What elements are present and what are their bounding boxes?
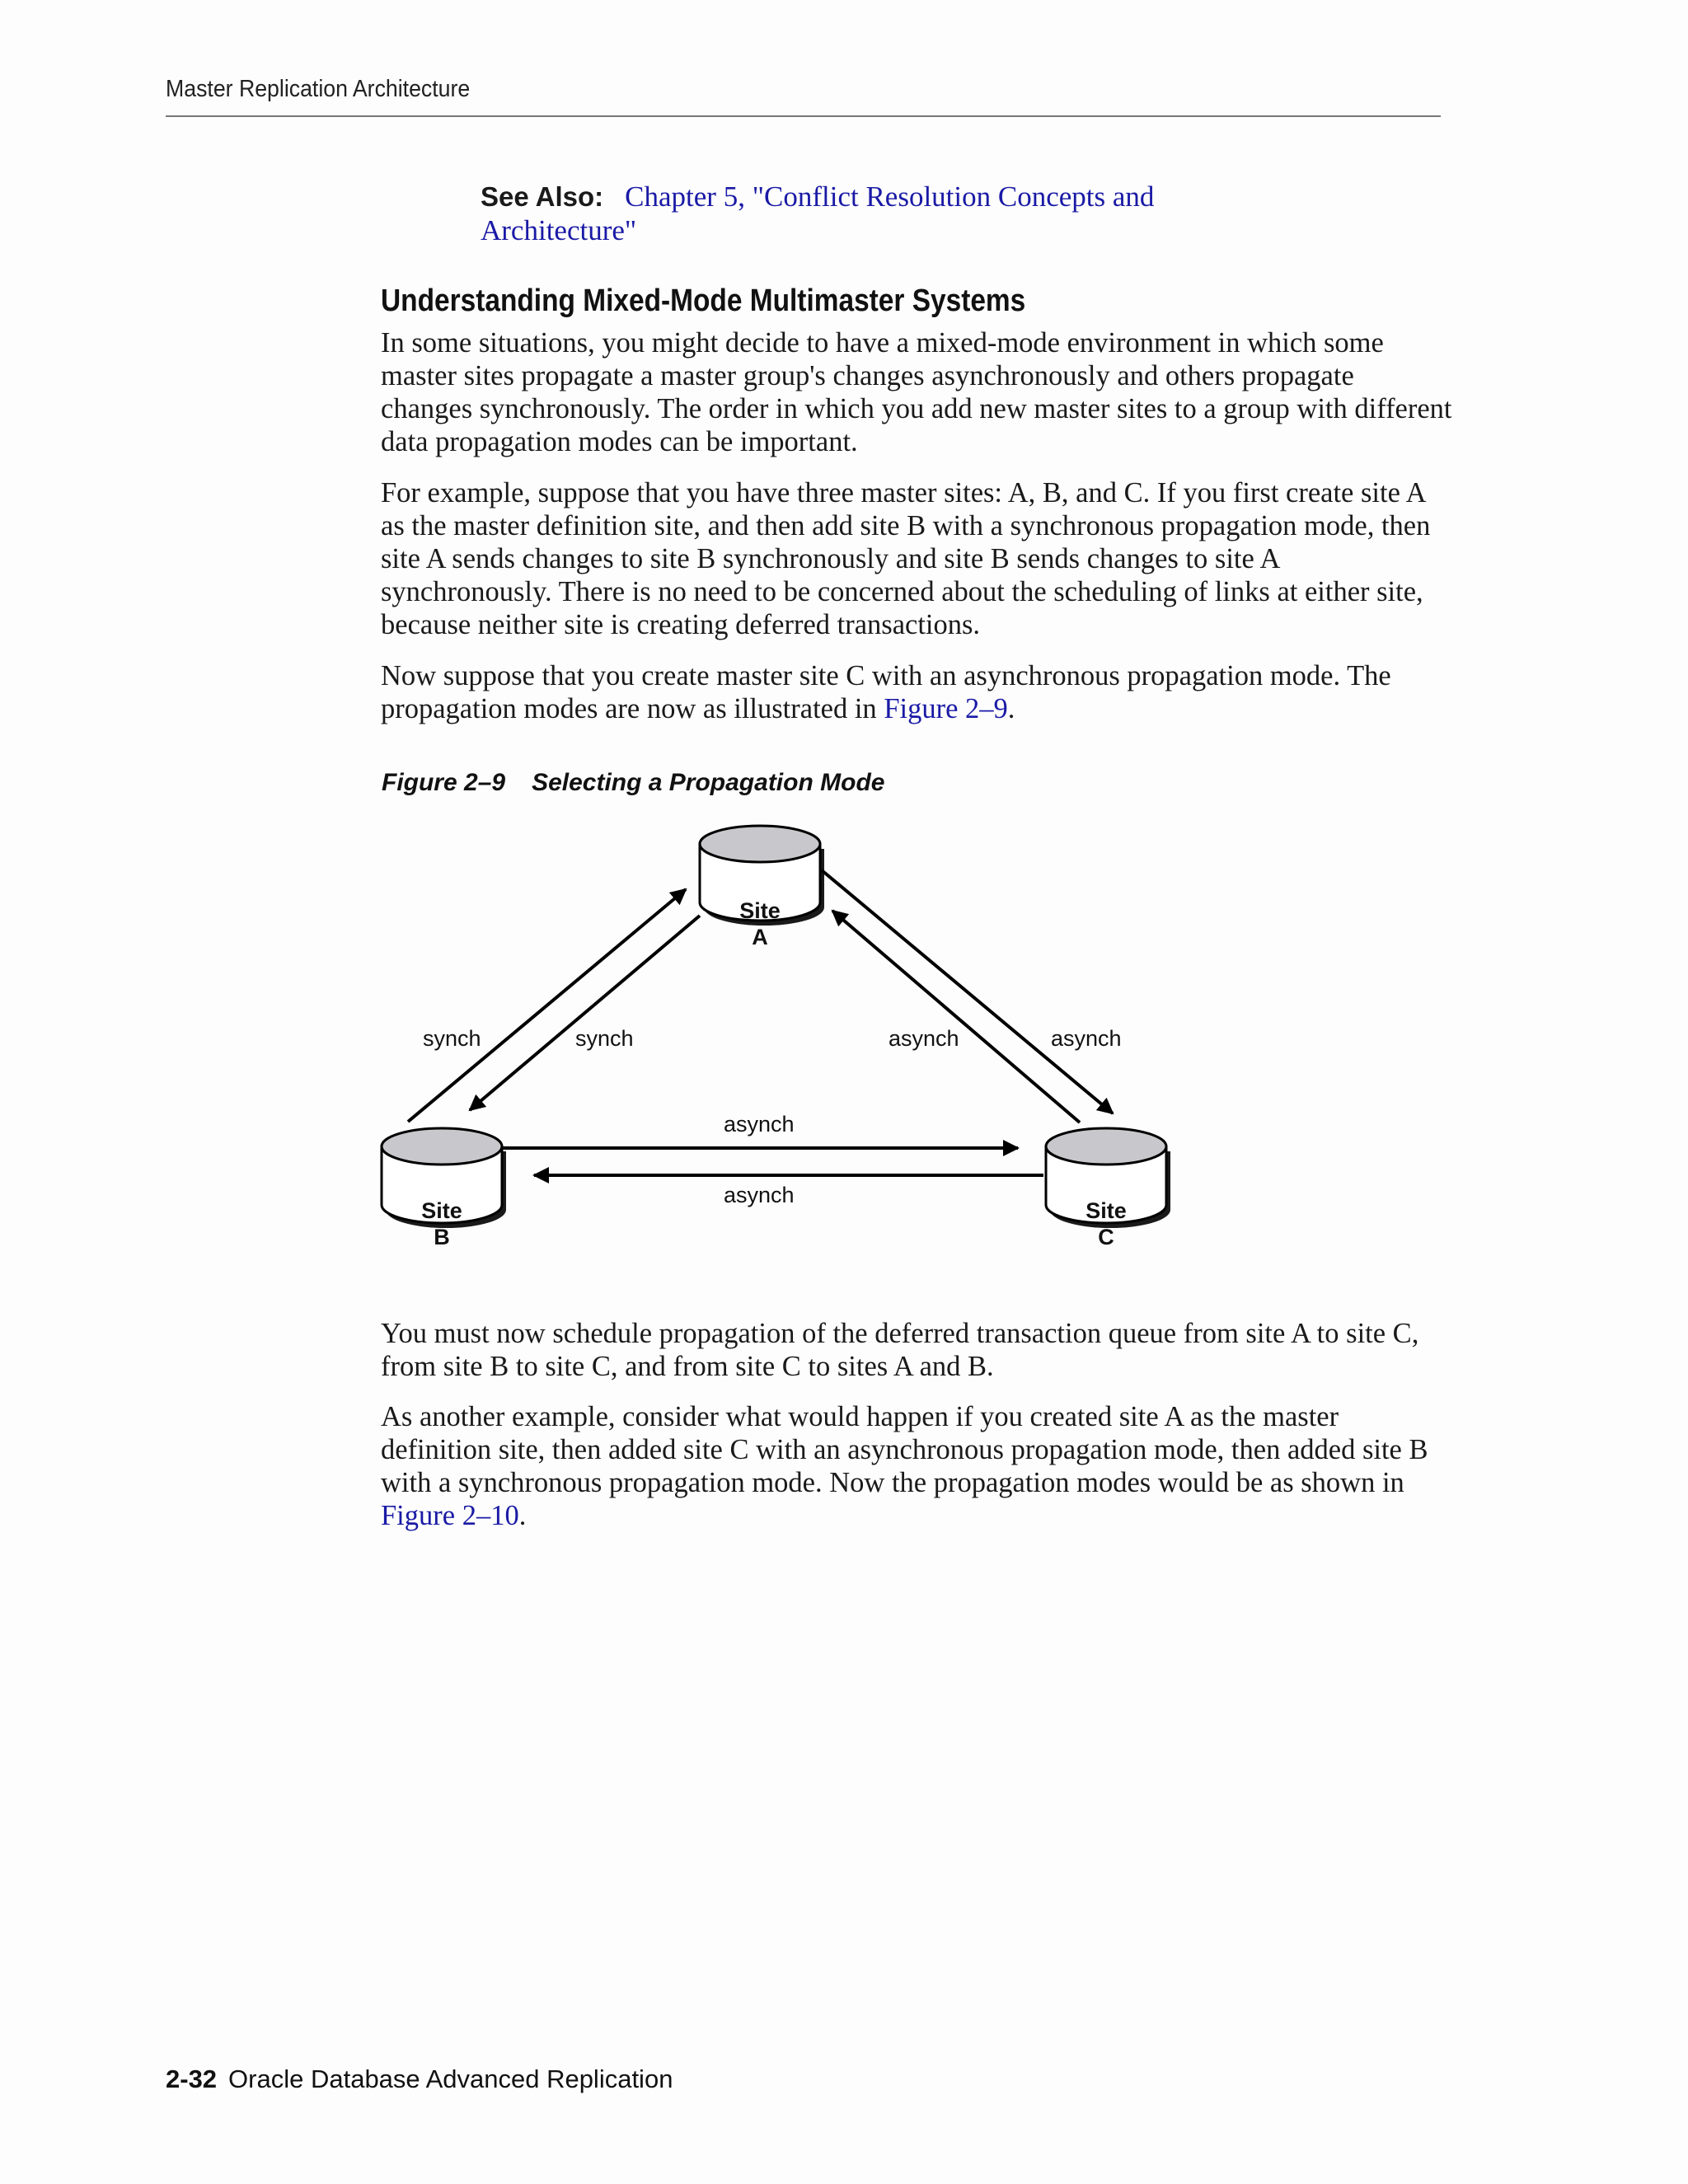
- site-c-label-line1: Site: [1085, 1198, 1127, 1223]
- page-footer: [166, 2064, 673, 2094]
- paragraph-site-c-end: .: [1007, 693, 1015, 724]
- site-c-label: [1065, 1197, 1147, 1250]
- site-b-label: [401, 1197, 483, 1250]
- site-a-label-line2: A: [752, 925, 768, 949]
- header-rule: [166, 115, 1441, 117]
- paragraph-example-1: For example, suppose that you have three master sites: A, B, and C. If you first create site A as the master definition site, and then add site B with a synchronous propagation mode, then site A sends changes to site B synchronously and site B sends changes to site A synchronously. There is no need to be concerned about the scheduling of links at either site, because neither site is creating deferred transactions.: [381, 477, 1431, 640]
- site-a-label: [719, 898, 801, 950]
- see-also-label: See Also:: [481, 181, 604, 212]
- figure-title: Selecting a Propagation Mode: [532, 769, 885, 796]
- arrow-a-to-c: [822, 870, 1113, 1113]
- arrow-c-to-a: [832, 911, 1080, 1122]
- label-asynch-a-c-inner: asynch: [889, 1026, 959, 1051]
- paragraph-another-example-text: As another example, consider what would happen if you created site A as the master definition site, then added site C with an asynchronous propagation mode, then added site B with a synchronous propagation mode. Now the propagation modes would be as shown in: [381, 1401, 1428, 1498]
- running-header: Master Replication Architecture: [166, 76, 471, 102]
- section-heading: Understanding Mixed-Mode Multimaster Systems: [381, 284, 1026, 318]
- book-title: Oracle Database Advanced Replication: [228, 2064, 673, 2093]
- figure-caption: [382, 769, 884, 797]
- paragraph-site-c: [381, 659, 1452, 725]
- arrow-a-to-b: [470, 916, 700, 1110]
- label-synch-inner: synch: [575, 1026, 634, 1051]
- figure-2-9-link[interactable]: Figure 2–9: [884, 693, 1008, 724]
- page-number: 2-32: [166, 2064, 218, 2093]
- arrow-b-to-a: [408, 889, 686, 1122]
- paragraph-another-example: [381, 1400, 1452, 1532]
- see-also-note: [481, 180, 1222, 247]
- propagation-diagram: [363, 812, 1187, 1306]
- paragraph-schedule: You must now schedule propagation of the deferred transaction queue from site A to site C, from site B to site C, and from site C to sites A and B.: [381, 1318, 1419, 1382]
- site-b-label-line2: B: [434, 1225, 450, 1249]
- paragraph-intro: In some situations, you might decide to have a mixed-mode environment in which some master sites propagate a master group's changes asynchronously and others propagate changes synchronously. The order in which you add new master sites to a group with different data propagation modes can be important.: [381, 327, 1452, 457]
- propagation-diagram-svg: [363, 812, 1187, 1306]
- figure-number: Figure 2–9: [382, 769, 506, 796]
- paragraph-site-c-text: Now suppose that you create master site C with an asynchronous propagation mode. The propagation modes are now as illustrated in: [381, 660, 1391, 724]
- site-b-label-line1: Site: [421, 1198, 462, 1223]
- paragraph-another-example-end: .: [518, 1500, 527, 1531]
- label-synch-outer: synch: [423, 1026, 481, 1051]
- figure-2-10-link[interactable]: Figure 2–10: [381, 1500, 519, 1531]
- label-asynch-a-c-outer: asynch: [1051, 1026, 1122, 1051]
- label-asynch-c-b-bottom: asynch: [724, 1183, 795, 1207]
- label-asynch-b-c-top: asynch: [724, 1112, 795, 1137]
- site-c-label-line2: C: [1098, 1225, 1114, 1249]
- see-also-link[interactable]: Chapter 5, "Conflict Resolution Concepts and Architecture": [481, 180, 1155, 246]
- site-a-label-line1: Site: [739, 898, 781, 923]
